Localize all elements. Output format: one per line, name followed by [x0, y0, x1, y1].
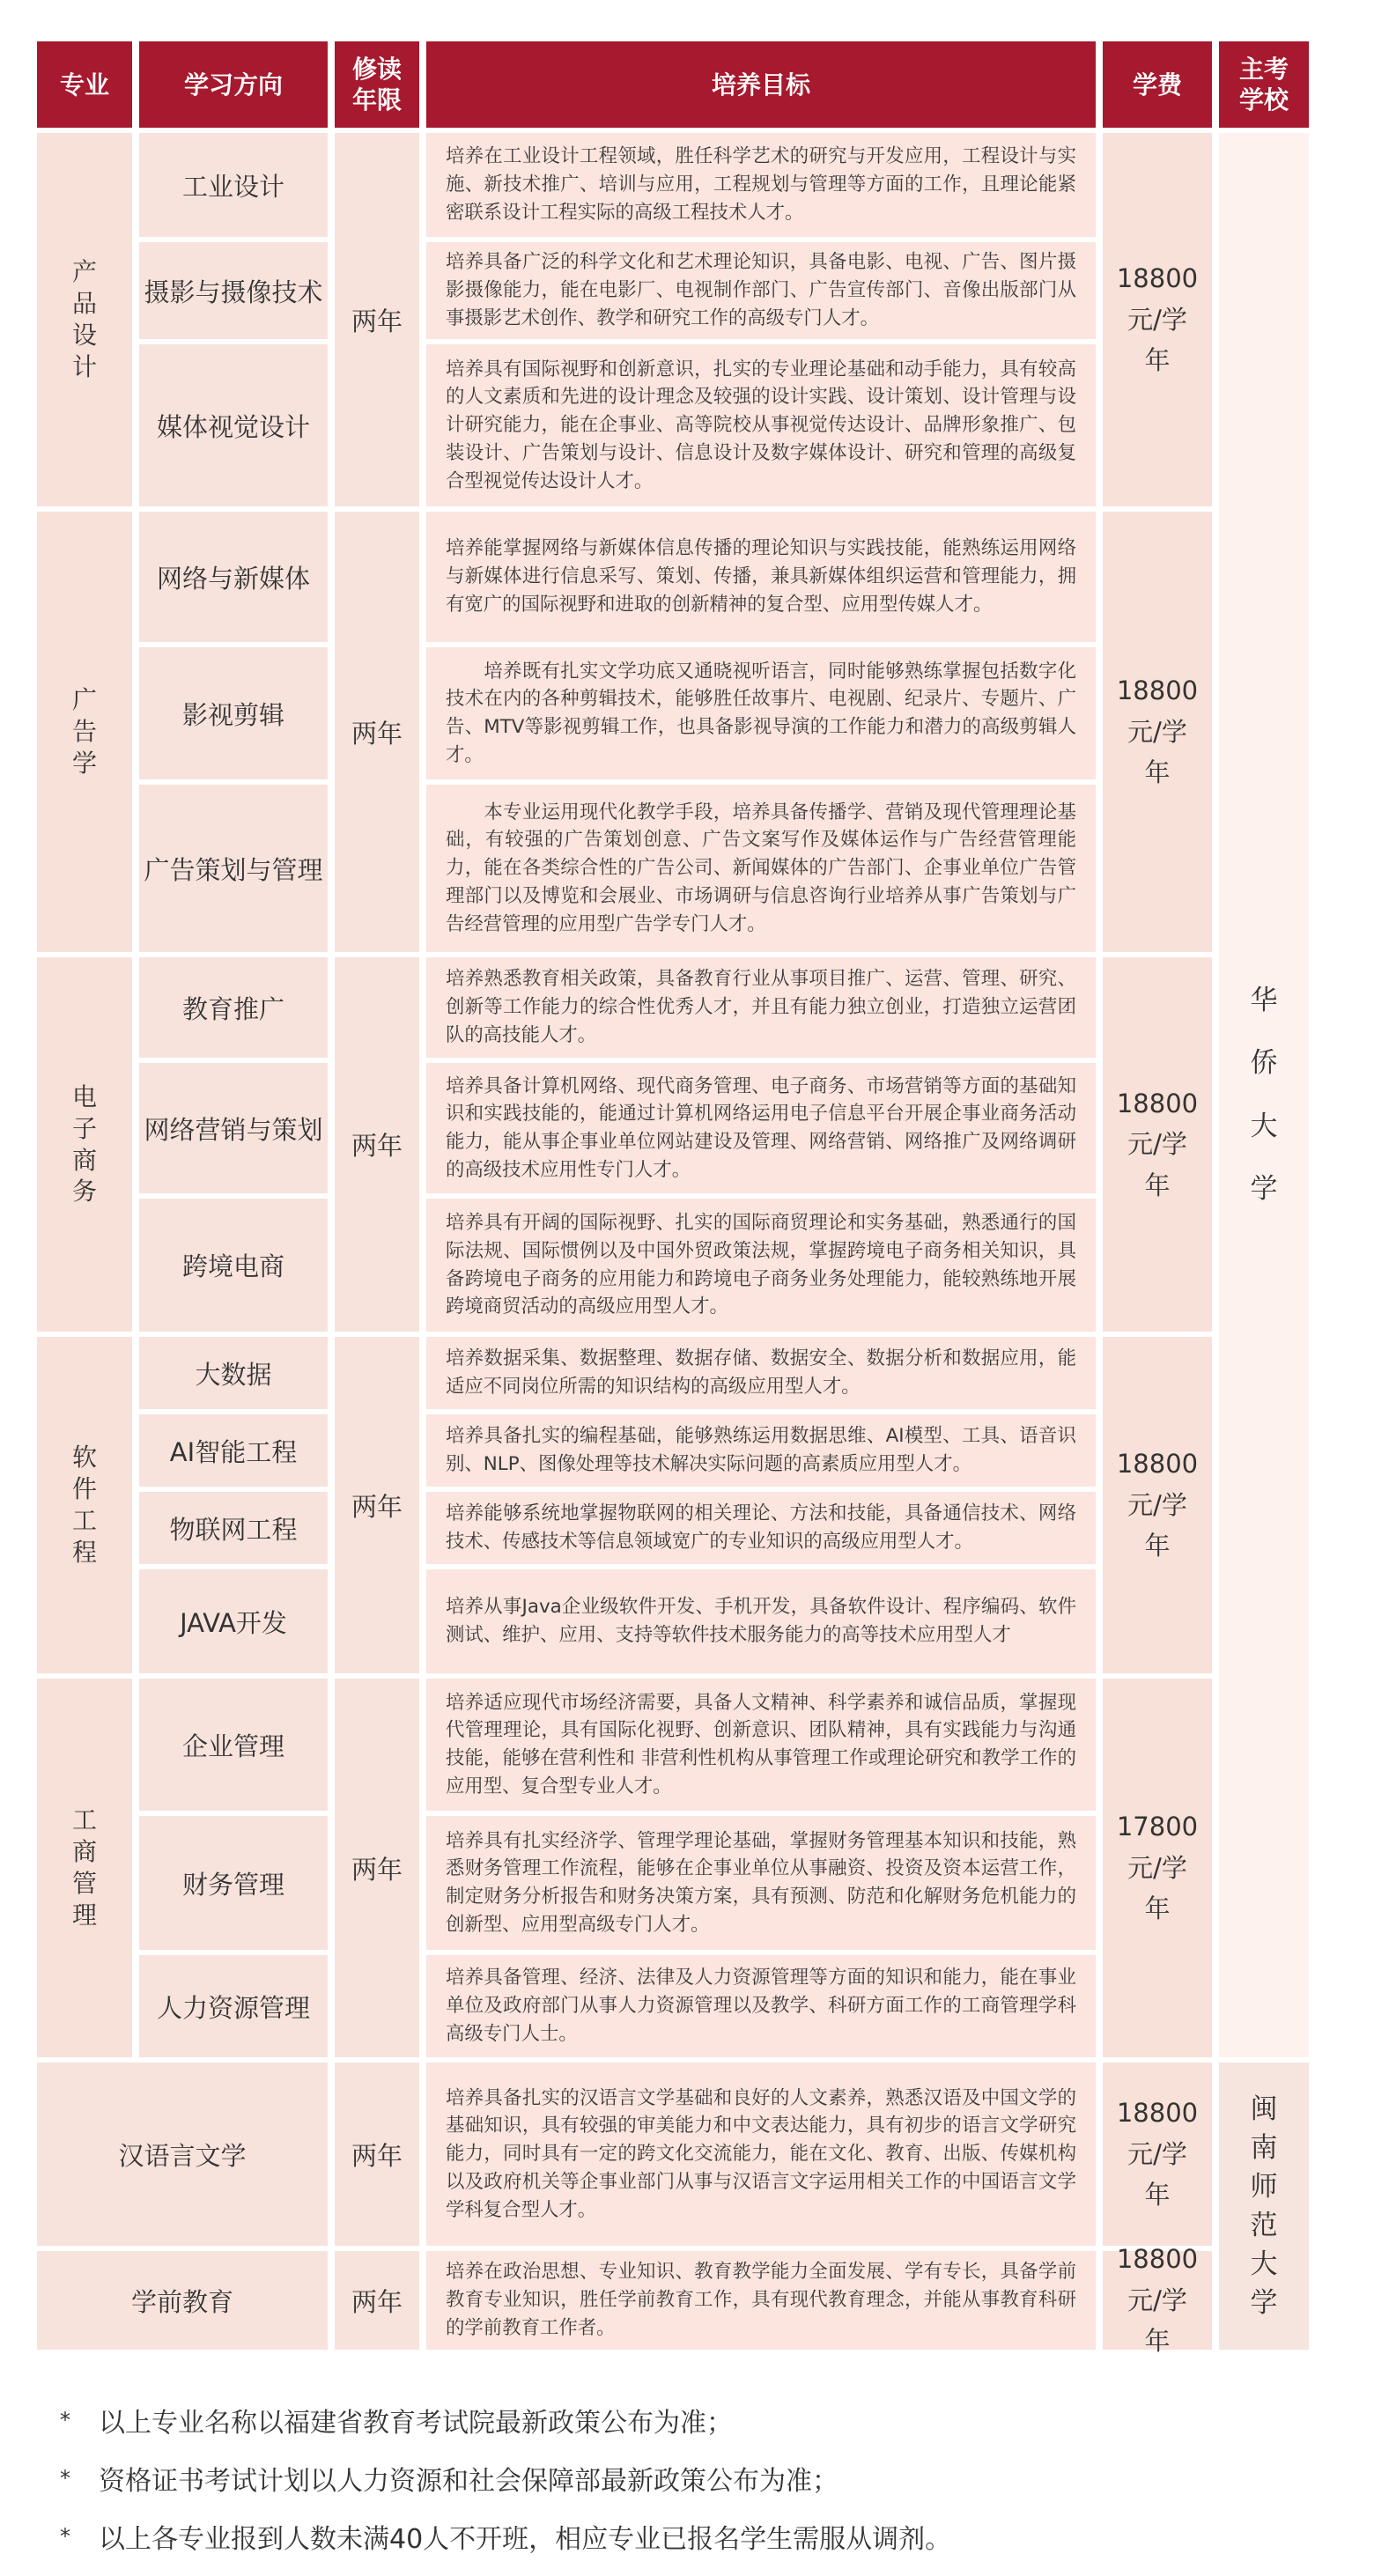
direction-cell: 网络营销与策划	[139, 1063, 328, 1193]
fee-cell: 18800元/学年	[1103, 512, 1212, 952]
goal-cell: 培养能掌握网络与新媒体信息传播的理论知识与实践技能，能熟练运用网络与新媒体进行信息采写、策划、传播，兼具新媒体组织运营和管理能力，拥有宽广的国际视野和进取的创新精神的复合型、应用型传媒人才。	[426, 512, 1096, 642]
years-cell: 两年	[335, 512, 419, 952]
major-cell: 汉语言文学	[37, 2063, 328, 2246]
header-goal: 培养目标	[426, 41, 1096, 128]
years-cell: 两年	[335, 2251, 419, 2350]
direction-cell: 人力资源管理	[139, 1955, 328, 2057]
major-cell: 广告学	[37, 512, 132, 952]
major-cell: 产品设计	[37, 133, 132, 506]
fee-cell: 18800元/学年	[1103, 133, 1212, 506]
goal-cell: 培养既有扎实文学功底又通晓视听语言，同时能够熟练掌握包括数字化技术在内的各种剪辑技术，能够胜任故事片、电视剧、纪录片、专题片、广告、MTV等影视剪辑工作，也具备影视导演的工作能力和潜力的高级剪辑人才。	[426, 647, 1096, 779]
years-cell: 两年	[335, 1679, 419, 2057]
goal-cell: 培养在政治思想、专业知识、教育教学能力全面发展、学有专长，具备学前教育专业知识，胜任学前教育工作，具有现代教育理念，并能从事教育科研的学前教育工作者。	[426, 2251, 1096, 2350]
note-item: * 以上各专业报到人数未满40人不开班，相应专业已报名学生需服从调剂。	[60, 2524, 952, 2555]
note-item: * 资格证书考试计划以人力资源和社会保障部最新政策公布为准；	[60, 2466, 838, 2497]
direction-cell: JAVA开发	[139, 1569, 328, 1673]
bullet-star-icon: *	[60, 2466, 70, 2491]
header-direction: 学习方向	[139, 41, 328, 128]
years-cell: 两年	[335, 133, 419, 506]
fee-cell: 18800元/学年	[1103, 1337, 1212, 1673]
direction-cell: 财务管理	[139, 1816, 328, 1950]
goal-cell: 培养从事Java企业级软件开发、手机开发，具备软件设计、程序编码、软件测试、维护、应用、支持等软件技术服务能力的高等技术应用型人才	[426, 1569, 1096, 1673]
goal-cell: 培养具备计算机网络、现代商务管理、电子商务、市场营销等方面的基础知识和实践技能的，能通过计算机网络运用电子信息平台开展企事业商务活动能力，能从事企事业单位网站建设及管理、网络营销、网络推广及网络调研的高级技术应用性专门人才。	[426, 1063, 1096, 1193]
goal-cell: 培养具备扎实的编程基础，能够熟练运用数据思维、AI模型、工具、语音识别、NLP、图像处理等技术解决实际问题的高素质应用型人才。	[426, 1414, 1096, 1487]
goal-cell: 培养能够系统地掌握物联网的相关理论、方法和技能，具备通信技术、网络技术、传感技术等信息领域宽广的专业知识的高级应用型人才。	[426, 1492, 1096, 1564]
fee-cell: 18800元/学年	[1103, 2251, 1212, 2350]
direction-cell: 跨境电商	[139, 1199, 328, 1332]
goal-cell: 培养具有国际视野和创新意识，扎实的专业理论基础和动手能力，具有较高的人文素质和先进的设计理念及较强的设计实践、设计策划、设计管理与设计研究能力，能在企事业、高等院校从事视觉传达设计、品牌形象推广、包装设计、广告策划与设计、信息设计及数字媒体设计、研究和管理的高级复合型视觉传达设计人才。	[426, 344, 1096, 506]
direction-cell: 影视剪辑	[139, 647, 328, 779]
direction-cell: 网络与新媒体	[139, 512, 328, 642]
major-cell: 学前教育	[37, 2251, 328, 2350]
goal-cell: 培养适应现代市场经济需要，具备人文精神、科学素养和诚信品质，掌握现 代管理理论，具有国际化视野、创新意识、团队精神，具有实践能力与沟通技能，能够在营利性和 非营利性机构从事管理工作或理论研究和教学工作的应用型、复合型专业人才。	[426, 1679, 1096, 1811]
direction-cell: 大数据	[139, 1337, 328, 1409]
goal-cell: 本专业运用现代化教学手段，培养具备传播学、营销及现代管理理论基础，有较强的广告策划创意、广告文案写作及媒体运作与广告经营管理能力，能在各类综合性的广告公司、新闻媒体的广告部门、企事业单位广告管理部门以及博览和会展业、市场调研与信息咨询行业培养从事广告策划与广告经营管理的应用型广告学专门人才。	[426, 785, 1096, 952]
header-fee: 学费	[1103, 41, 1212, 128]
goal-cell: 培养具备扎实的汉语言文学基础和良好的人文素养，熟悉汉语及中国文学的基础知识，具有较强的审美能力和中文表达能力，具有初步的语言文学研究能力，同时具有一定的跨文化交流能力，能在文化、教育、出版、传媒机构以及政府机关等企事业部门从事与汉语言文字运用相关工作的中国语言文学学科复合型人才。	[426, 2063, 1096, 2246]
direction-cell: 教育推广	[139, 957, 328, 1058]
fee-cell: 18800元/学年	[1103, 2063, 1212, 2246]
years-cell: 两年	[335, 957, 419, 1332]
goal-cell: 培养具有开阔的国际视野、扎实的国际商贸理论和实务基础，熟悉通行的国际法规、国际惯例以及中国外贸政策法规，掌握跨境电子商务相关知识，具备跨境电子商务的应用能力和跨境电子商务业务处理能力，能较熟练地开展跨境商贸活动的高级应用型人才。	[426, 1199, 1096, 1332]
direction-cell: AI智能工程	[139, 1414, 328, 1487]
header-school: 主考学校	[1219, 41, 1309, 128]
goal-cell: 培养数据采集、数据整理、数据存储、数据安全、数据分析和数据应用，能适应不同岗位所需的知识结构的高级应用型人才。	[426, 1337, 1096, 1409]
notes	[60, 2391, 1311, 2565]
direction-cell: 物联网工程	[139, 1492, 328, 1564]
header-years: 修读年限	[335, 41, 419, 128]
goal-cell: 培养具备广泛的科学文化和艺术理论知识，具备电影、电视、广告、图片摄影摄像能力，能在电影厂、电视制作部门、广告宣传部门、音像出版部门从事摄影艺术创作、教学和研究工作的高级专门人才。	[426, 242, 1096, 339]
years-cell: 两年	[335, 1337, 419, 1673]
fee-cell: 17800元/学年	[1103, 1679, 1212, 2057]
school-cell-huaqiao: 华侨大学	[1219, 133, 1309, 2057]
school-cell-minnan: 闽南师范大学	[1219, 2063, 1309, 2350]
major-cell: 软件工程	[37, 1337, 132, 1673]
goal-cell: 培养在工业设计工程领域，胜任科学艺术的研究与开发应用，工程设计与实施、新技术推广、培训与应用，工程规划与管理等方面的工作，且理论能紧密联系设计工程实际的高级工程技术人才。	[426, 133, 1096, 237]
years-cell: 两年	[335, 2063, 419, 2246]
bullet-star-icon: *	[60, 2408, 70, 2432]
goal-cell: 培养具备管理、经济、法律及人力资源管理等方面的知识和能力，能在事业单位及政府部门从事人力资源管理以及教学、科研方面工作的工商管理学科高级专门人士。	[426, 1955, 1096, 2057]
major-cell: 电子商务	[37, 957, 132, 1332]
note-item: * 以上专业名称以福建省教育考试院最新政策公布为准；	[60, 2408, 733, 2439]
header-major: 专业	[37, 41, 132, 128]
direction-cell: 企业管理	[139, 1679, 328, 1811]
goal-cell: 培养具有扎实经济学、管理学理论基础，掌握财务管理基本知识和技能，熟悉财务管理工作流程，能够在企事业单位从事融资、投资及资本运营工作，制定财务分析报告和财务决策方案，具有预测、防范和化解财务危机能力的创新型、应用型高级专门人才。	[426, 1816, 1096, 1950]
direction-cell: 广告策划与管理	[139, 785, 328, 952]
direction-cell: 媒体视觉设计	[139, 344, 328, 506]
major-cell: 工商管理	[37, 1679, 132, 2057]
fee-cell: 18800元/学年	[1103, 957, 1212, 1332]
direction-cell: 摄影与摄像技术	[139, 242, 328, 339]
direction-cell: 工业设计	[139, 133, 328, 237]
bullet-star-icon: *	[60, 2524, 70, 2549]
goal-cell: 培养熟悉教育相关政策，具备教育行业从事项目推广、运营、管理、研究、创新等工作能力的综合性优秀人才，并且有能力独立创业，打造独立运营团队的高技能人才。	[426, 957, 1096, 1058]
